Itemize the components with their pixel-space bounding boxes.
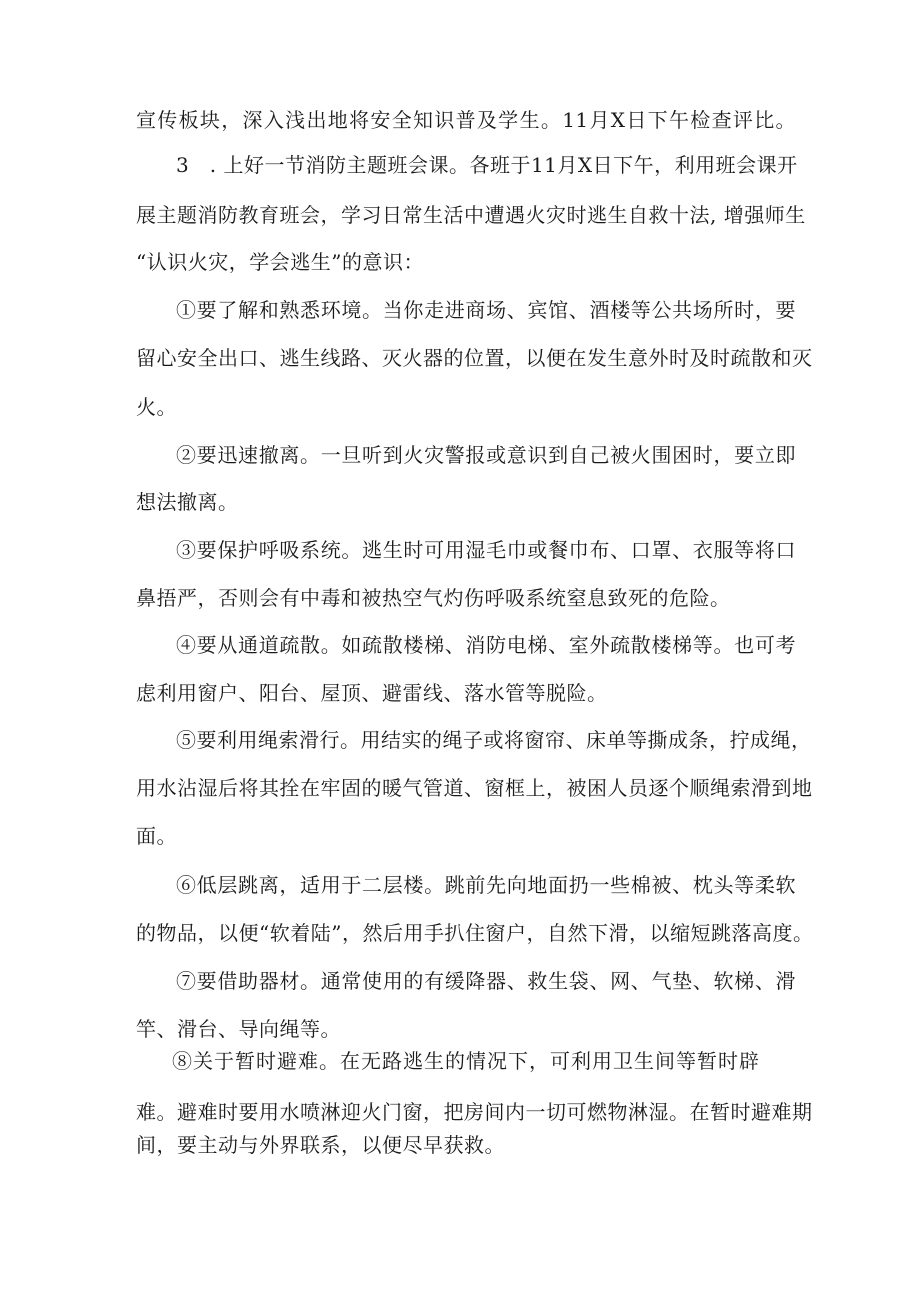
text-line: ⑥低层跳离，适用于二层楼。跳前先向地面扔一些棉被、枕头等柔软 (176, 873, 796, 897)
text-line: 的物品，以便“软着陆”，然后用手扒住窗户，自然下滑，以缩短跳落高度。 (136, 921, 814, 945)
text-line: ②要迅速撤离。一旦听到火灾警报或意识到自己被火围困时，要立即 (176, 443, 796, 467)
text-line: 难。避难时要用水喷淋迎火门窗，把房间内一切可燃物淋湿。在暂时避难期 (136, 1100, 813, 1124)
text-line: 留心安全出口、逃生线路、灭火器的位置，以便在发生意外时及时疏散和灭 (136, 346, 813, 370)
text-line: 火。 (136, 395, 177, 419)
text-line: 间，要主动与外界联系，以便尽早获救。 (136, 1133, 505, 1157)
text-line: 3 . 上好一节消防主题班会课。各班于11月X日下午，利用班会课开 (176, 153, 798, 177)
text-line: 鼻捂严，否则会有中毒和被热空气灼伤呼吸系统窒息致死的危险。 (136, 586, 731, 610)
text-line: 面。 (136, 824, 177, 848)
text-line: 虑利用窗户、阳台、屋顶、避雷线、落水管等脱险。 (136, 681, 608, 705)
text-line: ④要从通道疏散。如疏散楼梯、消防电梯、室外疏散楼梯等。也可考 (176, 633, 796, 657)
text-line: ①要了解和熟悉环境。当你走进商场、宾馆、酒楼等公共场所时，要 (176, 298, 796, 322)
text-line: 想法撤离。 (136, 490, 239, 514)
text-line: 展主题消防教育班会，学习日常生活中遭遇火灾时逃生自救十法, 增强师生 (136, 203, 806, 227)
text-line: ⑤要利用绳索滑行。用结实的绳子或将窗帘、床单等撕成条，拧成绳， (176, 728, 812, 752)
text-line: 用水沾湿后将其拴在牢固的暖气管道、窗框上，被困人员逐个顺绳索滑到地 (136, 776, 813, 800)
text-line: 宣传板块，深入浅出地将安全知识普及学生。11月X日下午检查评比。 (136, 108, 796, 132)
text-line: ⑦要借助器材。通常使用的有缓降器、救生袋、网、气垫、软梯、滑 (176, 969, 796, 993)
text-line: ⑧关于暂时避难。在无路逃生的情况下，可利用卫生间等暂时辟 (172, 1049, 760, 1073)
text-line: 竿、滑台、导向绳等。 (136, 1017, 341, 1041)
text-line: ③要保护呼吸系统。逃生时可用湿毛巾或餐巾布、口罩、衣服等将口 (176, 538, 796, 562)
text-line: “认识火灾，学会逃生”的意识： (136, 250, 424, 274)
